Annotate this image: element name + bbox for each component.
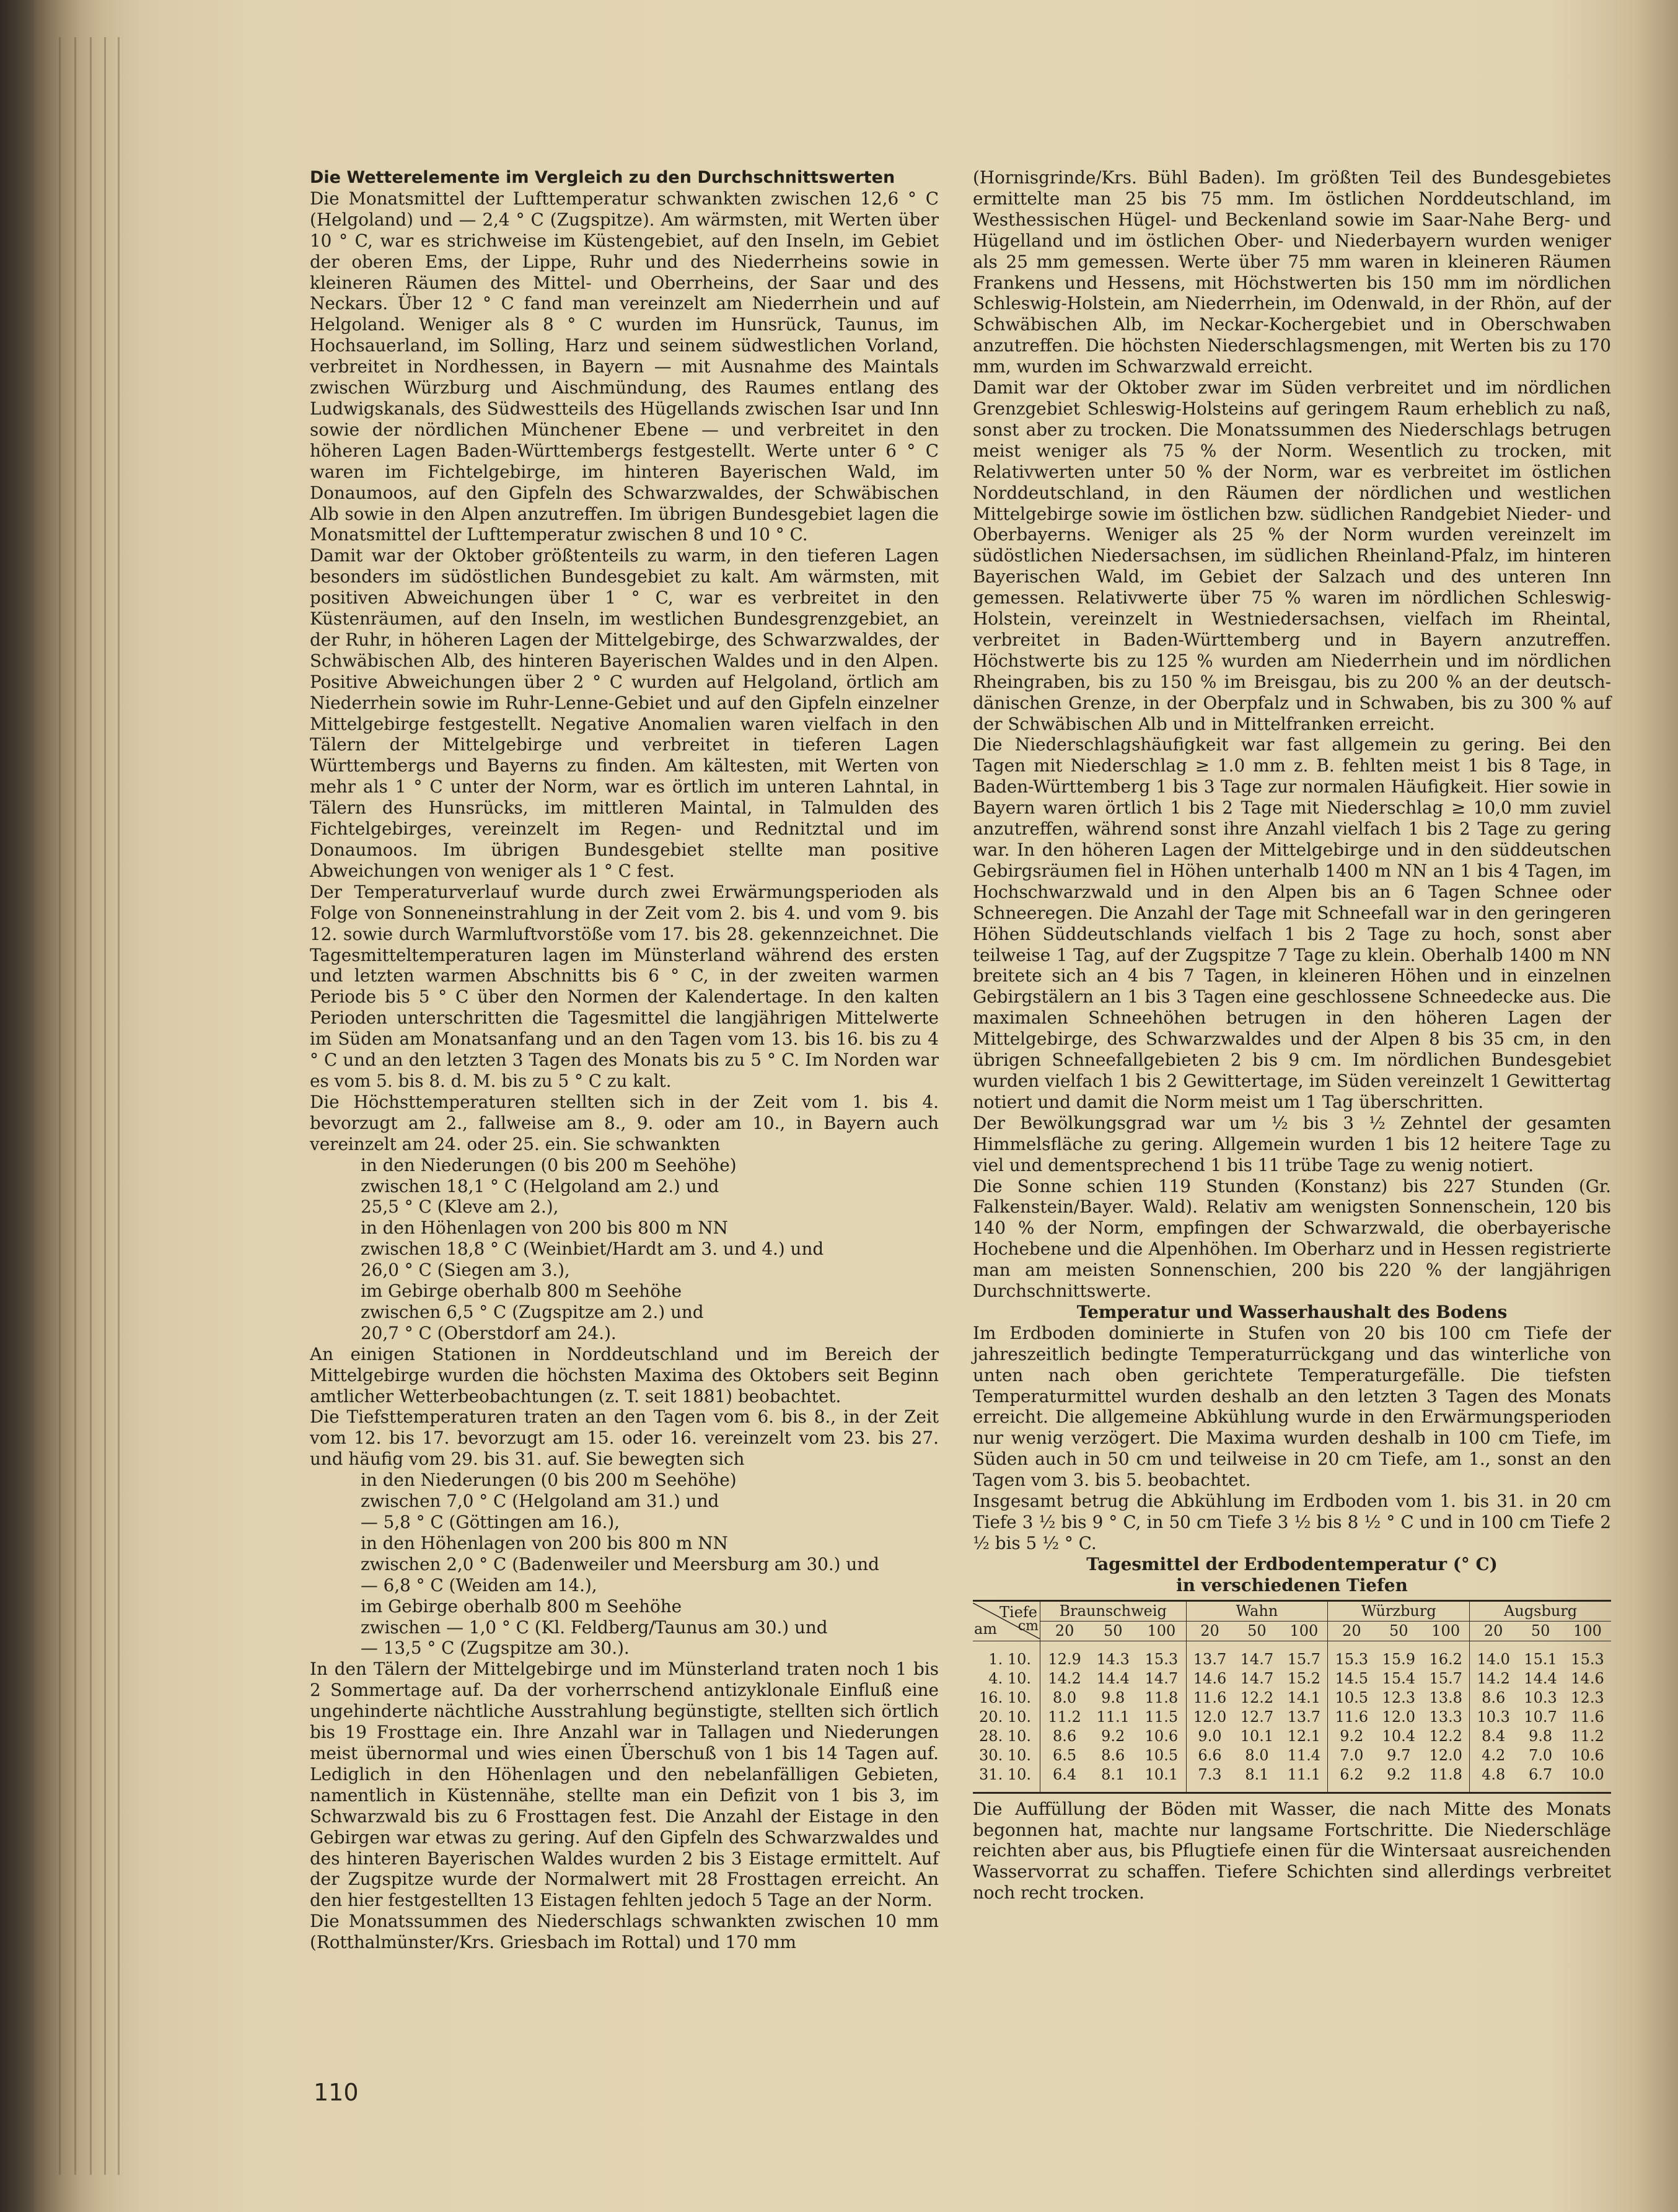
value-cell: 12.2: [1240, 1688, 1274, 1706]
station-header: Würzburg: [1328, 1600, 1470, 1621]
value-cell: 15.1: [1524, 1650, 1557, 1668]
paragraph: Die Tiefsttemperaturen traten an den Tagen vom 6. bis 8., in der Zeit vom 12. bis 17. bevorzugt am 15. oder 16. vereinzelt vom 23. bis 27. und häufig vom 29. bis 31. auf. Sie bewegten sich: [310, 1407, 939, 1470]
table-title: Tagesmittel der Erdbodentemperatur (° C): [1086, 1553, 1498, 1574]
page-edge-line: [104, 37, 106, 2175]
list-line: im Gebirge oberhalb 800 m Seehöhe: [361, 1281, 682, 1302]
date-cell: 31. 10.: [973, 1765, 1040, 1793]
value-cell: 11.5: [1144, 1708, 1179, 1726]
list-line: zwischen 18,1 ° C (Helgoland am 2.) und: [361, 1175, 719, 1196]
value-cell: 9.7: [1387, 1746, 1411, 1764]
depth-header: 50: [1089, 1621, 1137, 1641]
date-cell: 30. 10.: [979, 1746, 1031, 1764]
paragraph: Die Niederschlagshäufigkeit war fast allgemein zu gering. Bei den Tagen mit Niederschlag ≥ 1.0 mm z. B. fehlten meist 1 bis 8 Tage, in Baden-Württemberg 1 bis 3 Tage zur normalen Häufigkeit. Hier sowie in Bayern waren örtlich 1 bis 2 Tage mit Niederschlag ≥ 10,0 mm zuviel anzutreffen, während sonst ihre Anzahl vielfach 1 bis 2 Tage zu gering war. In den höheren Lagen der Mittelgebirge und in den süddeutschen Gebirgsräumen fiel in Höhen unterhalb 1400 m NN an 1 bis 4 Tagen, im Hochschwarzwald und in den Alpen bis an 6 Tagen Schnee oder Schneeregen. Die Anzahl der Tage mit Schneefall war in den geringeren Höhen Süddeutschlands vielfach 1 bis 2 Tage zu hoch, sonst aber teilweise 1 Tag, auf der Zugspitze 7 Tage zu klein. Oberhalb 1400 m NN breitete sich an 4 bis 7 Tagen, in kleineren Höhen und in einzelnen Gebirgstälern an 1 bis 3 Tagen eine geschlossene Schneedecke aus. Die maximalen Schneehöhen betrugen in den höheren Lagen der Mittelgebirge, des Schwarzwaldes und der Alpen 8 bis 35 cm, in den übrigen Schneefallgebieten 2 bis 9 cm. Im nördlichen Bundesgebiet wurden vielfach 1 bis 2 Gewittertage, im Süden vereinzelt 1 Gewittertag notiert und damit die Norm meist um 1 Tag überschritten.: [973, 734, 1611, 1112]
table-row: [973, 1688, 1611, 1708]
page-number: 110: [314, 2079, 359, 2106]
value-cell: 9.2: [1328, 1727, 1376, 1746]
list-line: zwischen — 1,0 ° C (Kl. Feldberg/Taunus am 30.) und: [361, 1617, 828, 1638]
list-line: — 5,8 ° C (Göttingen am 16.),: [361, 1512, 620, 1532]
value-cell: 6.4: [1040, 1765, 1089, 1793]
paragraph: Die Auffüllung der Böden mit Wasser, die nach Mitte des Monats begonnen hat, machte nur langsame Fortschritte. Die Niederschläge reichten aber aus, bis Pflugtiefe einen für die Wintersaat ausreichenden Wasservorrat zu schaffen. Tiefere Schichten sind allerdings verbreitet noch recht trocken.: [973, 1798, 1611, 1903]
list-line: zwischen 18,8 ° C (Weinbiet/Hardt am 3. und 4.) und: [361, 1239, 824, 1260]
value-cell: 15.7: [1287, 1650, 1321, 1668]
value-cell: 14.4: [1096, 1669, 1130, 1687]
value-cell: 10.7: [1524, 1708, 1557, 1726]
list-line: zwischen 2,0 ° C (Badenweiler und Meersburg am 30.) und: [361, 1553, 879, 1574]
station-header: Braunschweig: [1040, 1600, 1187, 1621]
page-edge-line: [90, 37, 92, 2175]
left-column: [310, 167, 939, 1953]
paragraph: (Hornisgrinde/Krs. Bühl Baden). Im größten Teil des Bundesgebietes ermittelte man 25 bis 75 mm. Im östlichen Norddeutschland, im Westhessischen Hügel- und Beckenland sowie im Saar-Nahe Berg- und Hügelland und im östlichen Ober- und Niederbayern wurden weniger als 25 mm gemessen. Werte über 75 mm waren in kleineren Räumen Frankens und Hessens, mit Höchstwerten bis 150 mm im nördlichen Schleswig-Holstein, am Niederrhein, im Odenwald, in der Rhön, auf der Schwäbischen Alb, im Neckar-Kochergebiet und in Oberschwaben anzutreffen. Die höchsten Niederschlagsmengen, mit Werten bis zu 170 mm, wurden im Schwarzwald erreicht.: [973, 167, 1611, 377]
value-cell: 8.6: [1101, 1746, 1125, 1764]
depth-header: 50: [1375, 1621, 1422, 1641]
value-cell: 12.0: [1382, 1708, 1415, 1726]
value-cell: 16.2: [1429, 1650, 1462, 1668]
table-subtitle: in verschiedenen Tiefen: [1176, 1574, 1408, 1595]
depth-header: 20: [1328, 1621, 1376, 1641]
list-line: im Gebirge oberhalb 800 m Seehöhe: [361, 1595, 682, 1617]
value-cell: 14.3: [1096, 1650, 1130, 1668]
value-cell: 8.6: [1470, 1688, 1518, 1708]
value-cell: 15.4: [1382, 1669, 1415, 1687]
table-row: [973, 1765, 1611, 1793]
table-row: [973, 1746, 1611, 1765]
value-cell: 15.3: [1571, 1650, 1604, 1668]
value-cell: 12.3: [1571, 1688, 1604, 1706]
value-cell: 6.2: [1328, 1765, 1376, 1793]
value-cell: 14.6: [1186, 1669, 1234, 1688]
value-cell: 13.3: [1429, 1708, 1462, 1726]
max-temperature-list: [310, 1155, 939, 1344]
value-cell: 12.2: [1429, 1727, 1462, 1745]
section-heading: Die Wetterelemente im Vergleich zu den Durchschnittswerten: [310, 168, 895, 187]
value-cell: 14.6: [1571, 1669, 1604, 1687]
list-line: zwischen 7,0 ° C (Helgoland am 31.) und: [361, 1491, 719, 1512]
depth-header: 20: [1040, 1621, 1089, 1641]
paragraph: Insgesamt betrug die Abkühlung im Erdboden vom 1. bis 31. in 20 cm Tiefe 3 ½ bis 9 ° C, in 50 cm Tiefe 3 ½ bis 8 ½ ° C und in 100 cm Tiefe 2 ½ bis 5 ½ ° C.: [973, 1491, 1611, 1553]
soil-temperature-table: [973, 1600, 1611, 1794]
table-corner-cell: [973, 1600, 1040, 1641]
table-body: [973, 1641, 1611, 1793]
value-cell: 15.9: [1382, 1650, 1415, 1668]
value-cell: 9.2: [1375, 1765, 1422, 1793]
value-cell: 15.2: [1287, 1669, 1321, 1687]
paragraph: Der Temperaturverlauf wurde durch zwei Erwärmungsperioden als Folge von Sonneneinstrahlung in der Zeit vom 2. bis 4. und vom 9. bis 12. sowie durch Warmluftvorstöße vom 17. bis 28. gekennzeichnet. Die Tagesmitteltemperaturen lagen im Münsterland während des ersten und letzten warmen Abschnitts bis 6 ° C, in der zweiten warmen Periode bis 5 ° C über den Normen der Kalendertage. In den kalten Perioden unterschritten die Tagesmittel die langjährigen Mittelwerte im Süden am Monatsanfang und an den Tagen vom 13. bis 16. bis zu 4 ° C und an den letzten 3 Tagen des Monats bis zu 5 ° C. Im Norden war es vom 5. bis 8. d. M. bis zu 5 ° C zu kalt.: [310, 881, 939, 1091]
list-line: 20,7 ° C (Oberstdorf am 24.).: [361, 1322, 617, 1343]
paragraph: In den Tälern der Mittelgebirge und im Münsterland traten noch 1 bis 2 Sommertage auf. Da der vorherrschend antizyklonale Einfluß eine ungehinderte nächtliche Ausstrahlung begünstigte, stellten sich örtlich bis 19 Frosttage ein. Ihre Anzahl war in Tallagen und Niederungen meist übernormal und wies einen Überschuß von 1 bis 14 Tagen auf. Lediglich in den Höhenlagen und den nebelanfälligen Gebieten, namentlich in Küstennähe, stellte man ein Defizit von 1 bis 3, im Schwarzwald bis zu 6 Frosttagen fest. Die Anzahl der Eistage in den Gebirgen war etwas zu gering. Auf den Gipfeln des Schwarzwaldes und des hinteren Bayerischen Waldes wurden 2 bis 3 Eistage ermittelt. Auf der Zugspitze wurde der Normalwert mit 28 Frosttagen erreicht. An den hier festgestellten 13 Eistagen fehlten jedoch 5 Tage an der Norm.: [310, 1659, 939, 1911]
paragraph: An einigen Stationen in Norddeutschland und im Bereich der Mittelgebirge wurden die höchsten Maxima des Oktobers seit Beginn amtlicher Wetterbeobachtungen (z. T. seit 1881) beobachtet.: [310, 1343, 939, 1407]
value-cell: 7.0: [1328, 1746, 1376, 1765]
value-cell: 10.4: [1382, 1727, 1415, 1745]
date-cell: 28. 10.: [979, 1727, 1031, 1745]
date-cell: 16. 10.: [979, 1688, 1031, 1706]
section-heading: Temperatur und Wasserhaushalt des Bodens: [1076, 1301, 1508, 1322]
value-cell: 9.8: [1529, 1727, 1553, 1745]
corner-label-am: am: [974, 1620, 998, 1638]
value-cell: 10.3: [1470, 1708, 1518, 1727]
list-line: 25,5 ° C (Kleve am 2.),: [361, 1196, 559, 1218]
depth-header: 100: [1137, 1621, 1186, 1641]
value-cell: 14.7: [1240, 1669, 1274, 1687]
value-cell: 14.2: [1040, 1669, 1089, 1688]
value-cell: 10.1: [1137, 1765, 1186, 1793]
corner-label-cm: cm: [1017, 1618, 1039, 1635]
paragraph: Die Monatsmittel der Lufttemperatur schwankten zwischen 12,6 ° C (Helgoland) und — 2,4 ° C (Zugspitze). Am wärmsten, mit Werten über 10 ° C, war es strichweise im Küstengebiet, auf den Inseln, im Gebiet der oberen Ems, der Lippe, Ruhr und des Niederrheins sowie in kleineren Räumen des Mittel- und Oberrheins, der Saar und des Neckars. Über 12 ° C fand man vereinzelt am Niederrhein und auf Helgoland. Weniger als 8 ° C wurden im Hunsrück, Taunus, im Hochsauerland, im Solling, Harz und seinem südwestlichen Vorland, verbreitet in Nordhessen, in Bayern — mit Ausnahme des Maintals zwischen Würzburg und Aischmündung, des Raumes entlang des Ludwigskanals, des Südwestteils des Hügellands zwischen Isar und Inn sowie der nördlichen Münchener Ebene — und verbreitet in den höheren Lagen Baden-Württembergs festgestellt. Werte unter 6 ° C waren im Fichtelgebirge, im hinteren Bayerischen Wald, im Donaumoos, auf den Gipfeln des Schwarzwaldes, der Schwäbischen Alb sowie in den Alpen anzutreffen. Im übrigen Bundesgebiet lagen die Monatsmittel der Lufttemperatur zwischen 8 und 10 ° C.: [310, 188, 939, 545]
value-cell: 15.3: [1144, 1650, 1179, 1668]
value-cell: 6.5: [1040, 1746, 1089, 1765]
value-cell: 10.0: [1564, 1765, 1611, 1793]
list-line: in den Höhenlagen von 200 bis 800 m NN: [361, 1218, 728, 1239]
depth-header: 100: [1280, 1621, 1328, 1641]
value-cell: 7.3: [1186, 1765, 1234, 1793]
date-cell: 1. 10.: [988, 1650, 1031, 1668]
value-cell: 11.2: [1040, 1708, 1089, 1727]
value-cell: 9.8: [1101, 1688, 1125, 1706]
value-cell: 12.0: [1186, 1708, 1234, 1727]
paragraph: Die Sonne schien 119 Stunden (Konstanz) bis 227 Stunden (Gr. Falkenstein/Bayer. Wald). Relativ am wenigsten Sonnenschein, 120 bis 140 % der Norm, empfingen der Schwarzwald, die oberbayerische Hochebene und die Alpenhöhen. Im Oberharz und in Hessen registrierte man am meisten Sonnenschien, 200 bis 220 % der langjährigen Durchschnittswerte.: [973, 1175, 1611, 1302]
value-cell: 11.6: [1328, 1708, 1376, 1727]
depth-header: 50: [1234, 1621, 1281, 1641]
list-line: in den Höhenlagen von 200 bis 800 m NN: [361, 1532, 728, 1553]
value-cell: 12.9: [1040, 1641, 1089, 1669]
value-cell: 13.7: [1186, 1641, 1234, 1669]
list-line: in den Niederungen (0 bis 200 m Seehöhe): [361, 1154, 737, 1175]
table-row: [973, 1669, 1611, 1688]
value-cell: 8.0: [1040, 1688, 1089, 1708]
value-cell: 8.0: [1245, 1746, 1269, 1764]
value-cell: 14.5: [1328, 1669, 1376, 1688]
value-cell: 11.6: [1571, 1708, 1604, 1726]
value-cell: 12.1: [1287, 1727, 1321, 1745]
value-cell: 13.8: [1429, 1688, 1462, 1706]
value-cell: 7.0: [1529, 1746, 1553, 1764]
value-cell: 14.7: [1240, 1650, 1274, 1668]
value-cell: 10.6: [1144, 1727, 1179, 1745]
value-cell: 10.6: [1571, 1746, 1604, 1764]
paragraph: Damit war der Oktober größtenteils zu warm, in den tieferen Lagen besonders im südöstlichen Bundesgebiet zu kalt. Am wärmsten, mit positiven Abweichungen über 1 ° C, war es verbreitet in den Küstenräumen, auf den Inseln, im westlichen Bundesgrenzgebiet, an der Ruhr, in höheren Lagen der Mittelgebirge, des Schwarzwaldes, der Schwäbischen Alb, des hinteren Bayerischen Waldes und in den Alpen. Positive Abweichungen über 2 ° C wurden auf Helgoland, örtlich am Niederrhein sowie im Ruhr-Lenne-Gebiet und auf den Gipfeln einzelner Mittelgebirge festgestellt. Negative Anomalien waren vielfach in den Tälern der Mittelgebirge und verbreitet in tieferen Lagen Württembergs und Bayerns zu finden. Am kältesten, mit Werten von mehr als 1 ° C unter der Norm, war es örtlich im unteren Lahntal, in Tälern des Hunsrücks, im mittleren Maintal, in Talmulden des Fichtelgebirges, vereinzelt im Regen- und Rednitztal und im Donaumoos. Im übrigen Bundesgebiet stellte man positive Abweichungen von weniger als 1 ° C fest.: [310, 545, 939, 881]
value-cell: 11.1: [1096, 1708, 1130, 1726]
value-cell: 4.8: [1470, 1765, 1518, 1793]
list-line: — 13,5 ° C (Zugspitze am 30.).: [361, 1638, 630, 1659]
value-cell: 11.8: [1422, 1765, 1470, 1793]
page-edge-line: [74, 37, 76, 2175]
value-cell: 9.2: [1101, 1727, 1125, 1745]
value-cell: 8.1: [1234, 1765, 1281, 1793]
value-cell: 8.4: [1470, 1727, 1518, 1746]
value-cell: 11.1: [1280, 1765, 1328, 1793]
value-cell: 14.0: [1470, 1641, 1518, 1669]
paragraph: Die Monatssummen des Niederschlags schwankten zwischen 10 mm (Rotthalmünster/Krs. Griesbach im Rottal) und 170 mm: [310, 1911, 939, 1953]
value-cell: 10.5: [1144, 1746, 1179, 1764]
value-cell: 15.3: [1328, 1641, 1376, 1669]
paragraph: Im Erdboden dominierte in Stufen von 20 bis 100 cm Tiefe der jahreszeitlich bedingte Temperaturrückgang und das winterliche von unten nach oben gerichtete Temperaturgefälle. Die tiefsten Temperaturmittel wurden deshalb an den letzten 3 Tagen des Monats erreicht. Die allgemeine Abkühlung wurde in den Erwärmungsperioden nur wenig verzögert. Die Maxima wurden deshalb in 100 cm Tiefe, im Süden auch in 50 cm und teilweise in 20 cm Tiefe, am 1., sonst an den Tagen vom 3. bis 5. beobachtet.: [973, 1322, 1611, 1491]
depth-header: 50: [1517, 1621, 1564, 1641]
date-cell: 4. 10.: [988, 1669, 1031, 1687]
value-cell: 11.8: [1144, 1688, 1179, 1706]
value-cell: 11.6: [1186, 1688, 1234, 1708]
book-cover-edge: [0, 0, 34, 2212]
date-cell: 20. 10.: [979, 1708, 1031, 1726]
value-cell: 14.1: [1287, 1688, 1321, 1706]
value-cell: 9.0: [1186, 1727, 1234, 1746]
page-edge-line: [118, 37, 120, 2175]
page-edge-line: [59, 37, 61, 2175]
paragraph: Die Höchsttemperaturen stellten sich in der Zeit vom 1. bis 4. bevorzugt am 2., fallweise am 8., 9. oder am 10., in Bayern auch vereinzelt am 24. oder 25. ein. Sie schwankten: [310, 1091, 939, 1154]
depth-header: 100: [1564, 1621, 1611, 1641]
table-row: [973, 1641, 1611, 1669]
paragraph: Der Bewölkungsgrad war um ½ bis 3 ½ Zehntel der gesamten Himmelsfläche zu gering. Allgemein wurden 1 bis 12 heitere Tage zu viel und dementsprechend 1 bis 11 trübe Tage zu wenig notiert.: [973, 1112, 1611, 1175]
list-line: 26,0 ° C (Siegen am 3.),: [361, 1260, 570, 1281]
page-content: [291, 167, 1611, 2200]
table-row: [973, 1708, 1611, 1727]
value-cell: 14.4: [1524, 1669, 1557, 1687]
value-cell: 14.7: [1144, 1669, 1179, 1687]
depth-header: 100: [1422, 1621, 1470, 1641]
right-column: [973, 167, 1611, 1903]
value-cell: 8.6: [1040, 1727, 1089, 1746]
value-cell: 12.0: [1429, 1746, 1462, 1764]
depth-header: 20: [1186, 1621, 1234, 1641]
value-cell: 11.4: [1287, 1746, 1321, 1764]
value-cell: 15.7: [1429, 1669, 1462, 1687]
table-row: [973, 1727, 1611, 1746]
station-header: Wahn: [1186, 1600, 1328, 1621]
value-cell: 8.1: [1089, 1765, 1137, 1793]
value-cell: 10.1: [1240, 1727, 1274, 1745]
min-temperature-list: [310, 1470, 939, 1659]
value-cell: 12.7: [1240, 1708, 1274, 1726]
value-cell: 10.5: [1328, 1688, 1376, 1708]
value-cell: 10.3: [1524, 1688, 1557, 1706]
list-line: — 6,8 ° C (Weiden am 14.),: [361, 1574, 597, 1595]
value-cell: 13.7: [1287, 1708, 1321, 1726]
list-line: in den Niederungen (0 bis 200 m Seehöhe): [361, 1470, 737, 1491]
value-cell: 6.6: [1186, 1746, 1234, 1765]
value-cell: 14.2: [1470, 1669, 1518, 1688]
paragraph: Damit war der Oktober zwar im Süden verbreitet und im nördlichen Grenzgebiet Schleswig-Holsteins auf geringem Raum erheblich zu naß, sonst aber zu trocken. Die Monatssummen des Niederschlags betrugen meist weniger als 75 % der Norm. Wesentlich zu trocken, mit Relativwerten unter 50 % der Norm, war es verbreitet im östlichen Norddeutschland, in den Räumen der nördlichen und westlichen Mittelgebirge sowie im östlichen bzw. südlichen Randgebiet Nieder- und Oberbayerns. Weniger als 25 % der Norm wurden vereinzelt im südöstlichen Niedersachsen, im südlichen Rheinland-Pfalz, im hinteren Bayerischen Wald, im Gebiet der Salzach und des unteren Inn gemessen. Relativwerte über 75 % waren im nördlichen Schleswig-Holstein, vereinzelt in Westniedersachsen, vielfach im Rheintal, verbreitet in Baden-Württemberg und in Bayern anzutreffen. Höchstwerte bis zu 125 % wurden am Niederrhein und im nördlichen Rheingraben, bis zu 150 % im Breisgau, bis zu 200 % an der deutsch-dänischen Grenze, in der Oberpfalz und in Schwaben, bis zu 300 % auf der Schwäbischen Alb und in Mittelfranken erreicht.: [973, 377, 1611, 734]
station-header: Augsburg: [1470, 1600, 1611, 1621]
value-cell: 12.3: [1382, 1688, 1415, 1706]
value-cell: 4.2: [1470, 1746, 1518, 1765]
value-cell: 6.7: [1517, 1765, 1564, 1793]
corner-label-tiefe: Tiefe: [999, 1604, 1037, 1622]
list-line: zwischen 6,5 ° C (Zugspitze am 2.) und: [361, 1301, 704, 1322]
value-cell: 11.2: [1571, 1727, 1604, 1745]
depth-header: 20: [1470, 1621, 1518, 1641]
